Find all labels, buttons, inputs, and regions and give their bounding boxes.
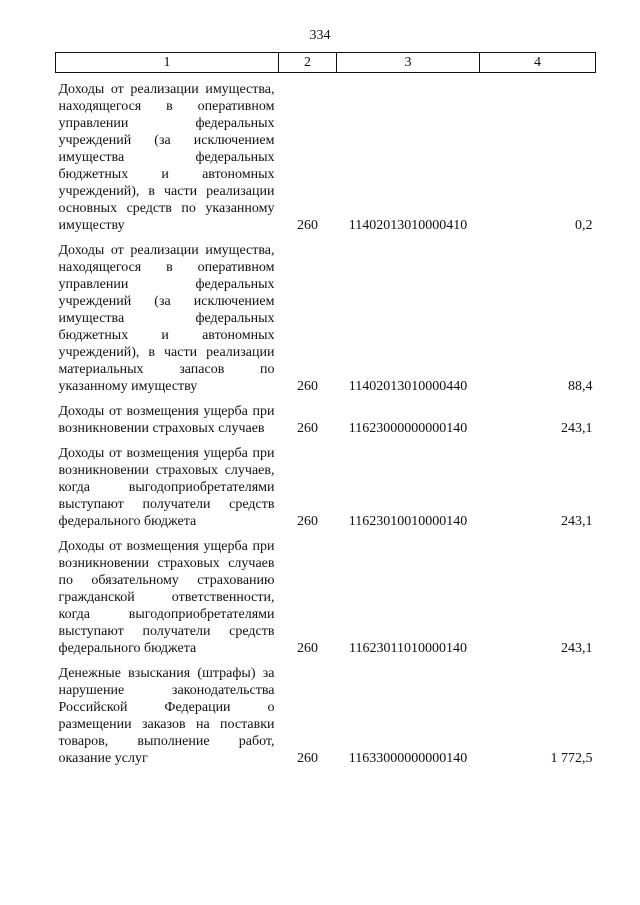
- revenue-description: Доходы от возмещения ущерба при возникновении страховых случаев: [58, 404, 275, 436]
- revenue-amount: 243,1: [561, 514, 593, 529]
- budget-classification-code: 11402013010000440: [348, 379, 468, 394]
- column-header-4: 4: [480, 53, 596, 73]
- budget-classification-code: 11623010010000140: [348, 514, 468, 529]
- column-header-2: 2: [279, 53, 337, 73]
- budget-classification-code: 11623011010000140: [349, 641, 467, 656]
- revenue-description: Доходы от возмещения ущерба при возникновении страховых случаев по обязательному страхованию гражданской ответственности, когда выгодоприобретателями выступают получатели средств федерального бюджета: [58, 539, 275, 656]
- administrator-code: 260: [297, 641, 318, 656]
- table-header-row: [56, 53, 596, 73]
- budget-classification-code: 11633000000000140: [348, 751, 468, 766]
- administrator-code: 260: [297, 421, 318, 436]
- revenue-description: Доходы от реализации имущества, находящегося в оперативном управлении федеральных учреждений (за исключением имущества федеральных бюджетных и автономных учреждений), в части реализации материальных запасов по указанному имуществу: [58, 243, 275, 394]
- budget-classification-code: 11402013010000410: [348, 218, 468, 233]
- administrator-code: 260: [297, 751, 318, 766]
- revenue-amount: 243,1: [561, 421, 593, 436]
- revenue-amount: 243,1: [561, 641, 593, 656]
- revenue-amount: 88,4: [568, 379, 593, 394]
- table-row: [56, 530, 596, 657]
- revenue-amount: 1 772,5: [550, 751, 593, 766]
- budget-classification-code: 11623000000000140: [348, 421, 468, 436]
- revenue-description: Доходы от реализации имущества, находящегося в оперативном управлении федеральных учреждений (за исключением имущества федеральных бюджетных и автономных учреждений), в части реализации основных средств по указанному имуществу: [58, 82, 275, 233]
- table-row: [56, 395, 596, 437]
- revenue-amount: 0,2: [575, 218, 593, 233]
- revenue-description: Доходы от возмещения ущерба при возникновении страховых случаев, когда выгодоприобретателями выступают получатели средств федерального бюджета: [58, 446, 275, 529]
- column-header-1: 1: [56, 53, 279, 73]
- revenue-description: Денежные взыскания (штрафы) за нарушение законодательства Российской Федерации о размещении заказов на поставки товаров, выполнение работ, оказание услуг: [58, 666, 275, 766]
- page-number: 334: [309, 28, 331, 43]
- budget-revenue-table: [55, 52, 596, 767]
- administrator-code: 260: [297, 379, 318, 394]
- administrator-code: 260: [297, 218, 318, 233]
- table-row: [56, 73, 596, 235]
- column-header-3: 3: [337, 53, 480, 73]
- table-row: [56, 437, 596, 530]
- administrator-code: 260: [297, 514, 318, 529]
- table-row: [56, 657, 596, 767]
- table-row: [56, 234, 596, 395]
